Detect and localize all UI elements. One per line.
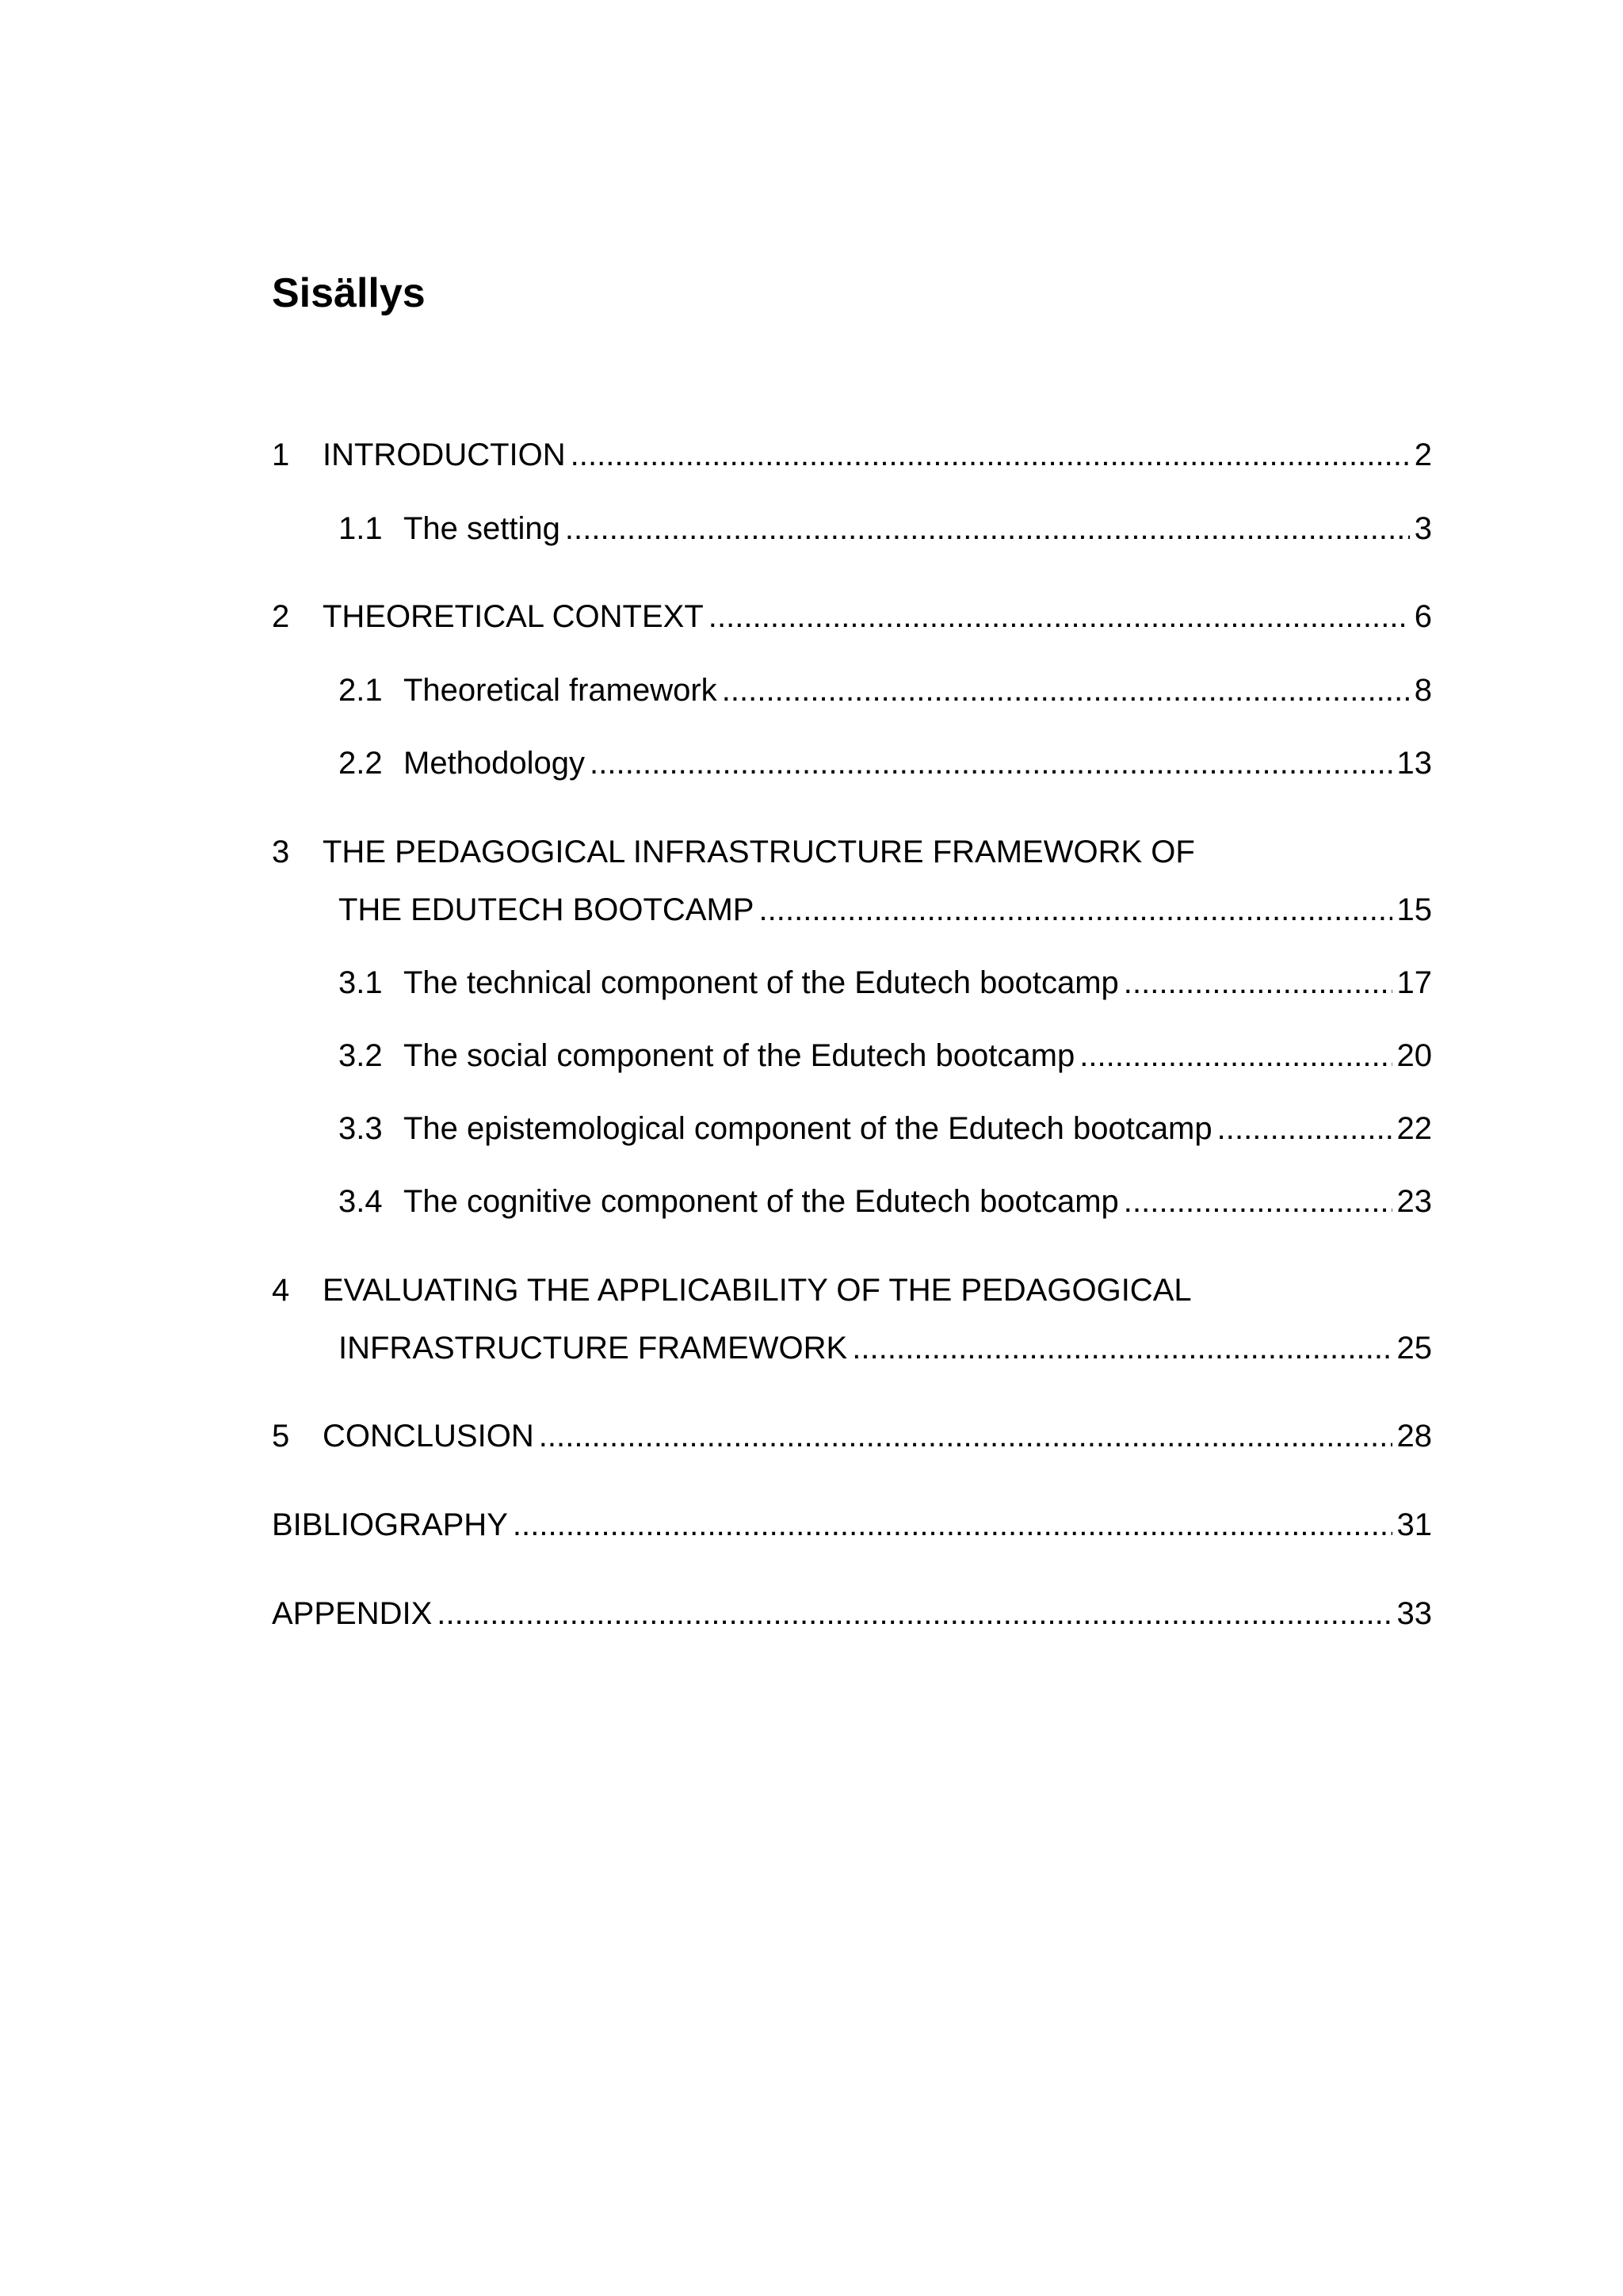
toc-page-number: 3 xyxy=(1414,511,1432,546)
toc-page-number: 15 xyxy=(1396,892,1432,927)
toc-entry-cognitive-component[interactable] xyxy=(338,1178,1432,1225)
toc-entry-number: 5 xyxy=(272,1419,290,1454)
toc-entry-epistemological-component[interactable] xyxy=(338,1105,1432,1152)
toc-entry-text: APPENDIX xyxy=(272,1596,433,1631)
toc-dot-leader xyxy=(1124,1178,1392,1225)
toc-page-number: 31 xyxy=(1396,1507,1432,1542)
toc-entry-pedagogical-framework-line2[interactable] xyxy=(338,886,1432,934)
toc-entry-evaluating-applicability-line1[interactable] xyxy=(272,1266,1192,1314)
toc-entry-theoretical-framework[interactable] xyxy=(338,667,1432,714)
toc-dot-leader xyxy=(1124,959,1392,1007)
toc-dot-leader xyxy=(852,1324,1392,1372)
toc-dot-leader xyxy=(437,1590,1392,1637)
toc-entry-text: The social component of the Edutech bootcamp xyxy=(403,1038,1075,1073)
toc-entry-text: The epistemological component of the Edutech bootcamp xyxy=(403,1111,1212,1146)
toc-entry-text-continued: THE EDUTECH BOOTCAMP xyxy=(338,892,754,927)
toc-page-number: 2 xyxy=(1414,437,1432,472)
toc-dot-leader xyxy=(590,739,1392,787)
toc-dot-leader xyxy=(758,886,1392,934)
toc-page-number: 20 xyxy=(1396,1038,1432,1073)
toc-dot-leader xyxy=(513,1501,1392,1549)
toc-entry-appendix[interactable] xyxy=(272,1590,1432,1637)
toc-entry-number: 1.1 xyxy=(338,511,383,546)
toc-entry-text: EVALUATING THE APPLICABILITY OF THE PEDAGOGICAL xyxy=(323,1273,1192,1308)
toc-entry-number: 3.4 xyxy=(338,1184,383,1219)
toc-entry-number: 3.2 xyxy=(338,1038,383,1073)
toc-entry-the-setting[interactable] xyxy=(338,505,1432,552)
toc-entry-number: 3 xyxy=(272,835,290,869)
toc-page-number: 25 xyxy=(1396,1331,1432,1366)
toc-entry-methodology[interactable] xyxy=(338,739,1432,787)
toc-entry-number: 4 xyxy=(272,1273,290,1308)
toc-entry-text: The cognitive component of the Edutech bootcamp xyxy=(403,1184,1119,1219)
toc-page-number: 33 xyxy=(1396,1596,1432,1631)
toc-entry-pedagogical-framework-line1[interactable] xyxy=(272,828,1195,876)
toc-entry-technical-component[interactable] xyxy=(338,959,1432,1007)
toc-entry-text-continued: INFRASTRUCTURE FRAMEWORK xyxy=(338,1331,848,1366)
toc-entry-number: 1 xyxy=(272,437,290,472)
toc-entry-text: INTRODUCTION xyxy=(323,437,566,472)
toc-entry-social-component[interactable] xyxy=(338,1032,1432,1079)
toc-entry-text: BIBLIOGRAPHY xyxy=(272,1507,508,1542)
toc-entry-evaluating-applicability-line2[interactable] xyxy=(338,1324,1432,1372)
toc-entry-text: Theoretical framework xyxy=(403,673,717,708)
toc-entry-text: The technical component of the Edutech bootcamp xyxy=(403,965,1119,1000)
toc-page-number: 13 xyxy=(1396,746,1432,781)
toc-entry-text: THE PEDAGOGICAL INFRASTRUCTURE FRAMEWORK OF xyxy=(323,835,1195,869)
toc-entry-number: 2 xyxy=(272,599,290,634)
toc-dot-leader xyxy=(539,1412,1392,1460)
toc-dot-leader xyxy=(571,431,1410,479)
toc-dot-leader xyxy=(1079,1032,1392,1079)
toc-title: Sisällys xyxy=(272,270,426,316)
toc-page-number: 6 xyxy=(1414,599,1432,634)
toc-entry-theoretical-context[interactable] xyxy=(272,593,1432,640)
toc-entry-text: CONCLUSION xyxy=(323,1419,534,1454)
toc-entry-bibliography[interactable] xyxy=(272,1501,1432,1549)
toc-dot-leader xyxy=(722,667,1410,714)
toc-page-number: 22 xyxy=(1396,1111,1432,1146)
toc-dot-leader xyxy=(1217,1105,1392,1152)
toc-page-number: 28 xyxy=(1396,1419,1432,1454)
toc-dot-leader xyxy=(565,505,1410,552)
toc-entry-text: The setting xyxy=(403,511,560,546)
toc-page-number: 23 xyxy=(1396,1184,1432,1219)
toc-entry-number: 2.1 xyxy=(338,673,383,708)
toc-entry-number: 2.2 xyxy=(338,746,383,781)
toc-page-number: 17 xyxy=(1396,965,1432,1000)
toc-entry-introduction[interactable] xyxy=(272,431,1432,479)
toc-entry-text: THEORETICAL CONTEXT xyxy=(323,599,704,634)
toc-entry-number: 3.3 xyxy=(338,1111,383,1146)
toc-entry-conclusion[interactable] xyxy=(272,1412,1432,1460)
toc-page-number: 8 xyxy=(1414,673,1432,708)
toc-entry-number: 3.1 xyxy=(338,965,383,1000)
toc-dot-leader xyxy=(708,593,1410,640)
toc-entry-text: Methodology xyxy=(403,746,586,781)
